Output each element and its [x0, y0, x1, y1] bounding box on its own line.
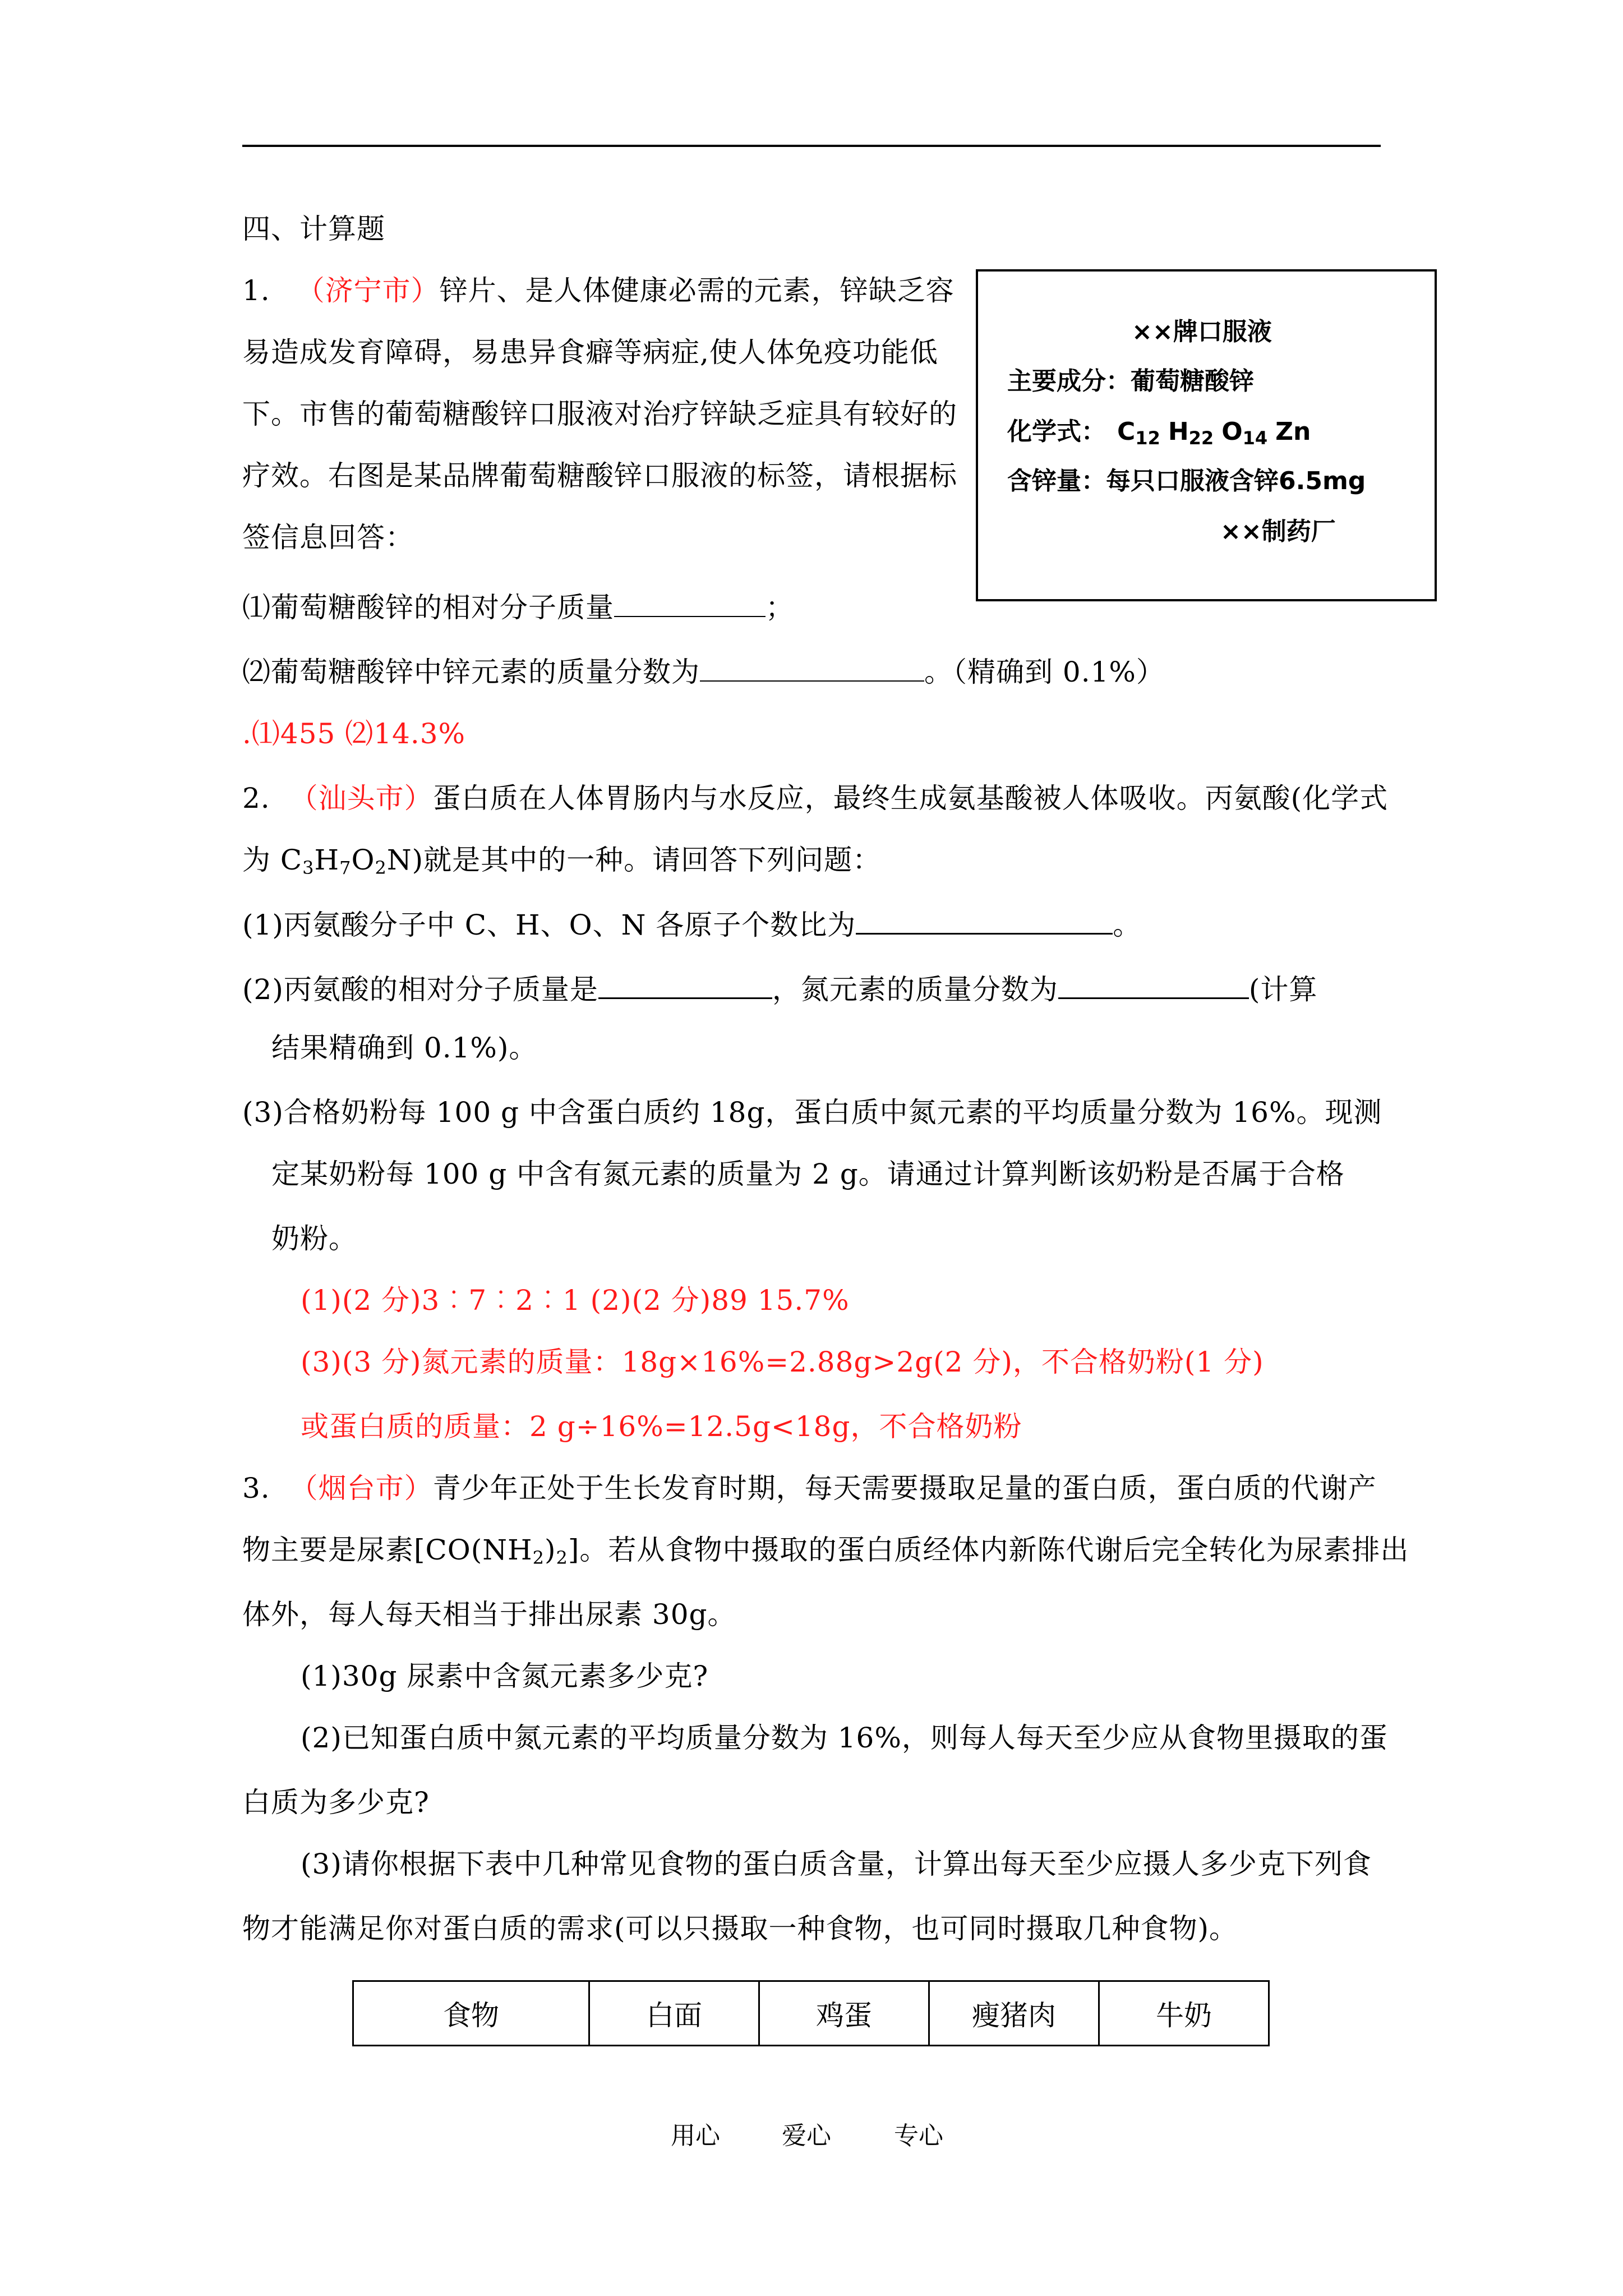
table-header-cell: 瘦猪肉	[929, 1981, 1099, 2046]
q1-text-1: 锌片、是人体健康必需的元素，锌缺乏容	[439, 274, 955, 307]
q1-part-1-end: ；	[766, 591, 794, 624]
q3-part-1: (1)30g 尿素中含氮元素多少克?	[301, 1660, 709, 1692]
q2-part-1-text: (1)丙氨酸分子中 C、H、O、N 各原子个数比为	[242, 909, 856, 941]
q3-line-2	[242, 1533, 1409, 1575]
sub-2: 2	[532, 1547, 545, 1568]
q2-line-2	[242, 843, 881, 885]
q2-answer-1: (1)(2 分)3︰7︰2︰1 (2)(2 分)89 15.7%	[301, 1284, 850, 1317]
q2-part-1	[242, 905, 1141, 942]
q3-part-3-line-1: (3)请你根据下表中几种常见食物的蛋白质含量，计算出每天至少应摄人多少克下列食	[301, 1848, 1372, 1880]
sub-7: 7	[339, 857, 352, 878]
formula-h-sub: 22	[1188, 427, 1214, 449]
q1-part-2-text: ⑵葡萄糖酸锌中锌元素的质量分数为	[242, 656, 700, 688]
formula-zn: Zn	[1275, 417, 1311, 446]
q3-part-2-line-1: (2)已知蛋白质中氮元素的平均质量分数为 16%，则每人每天至少应从食物里摄取的蛋	[301, 1722, 1388, 1754]
q1-part-2	[242, 652, 1165, 689]
q1-line-5: 签信息回答：	[242, 521, 414, 554]
formula-o-sub: 14	[1242, 427, 1268, 449]
q2-line-1	[242, 781, 1388, 815]
label-title: ××牌口服液	[1132, 318, 1272, 346]
answer-blank	[1058, 969, 1249, 999]
q1-line-2: 易造成发育障碍，易患异食癖等病症,使人体免疫功能低	[242, 336, 938, 369]
table-header-cell: 牛奶	[1099, 1981, 1269, 2046]
q2-part-3-line-2: 定某奶粉每 100 g 中含有氮元素的质量为 2 g。请通过计算判断该奶粉是否属于合格	[271, 1158, 1345, 1190]
q3-text-2c: ]。若从食物中摄取的蛋白质经体内新陈代谢后完全转化为尿素排出	[568, 1534, 1409, 1566]
footer-text-1: 用心	[671, 2122, 720, 2150]
label-ingredient: 主要成分：葡萄糖酸锌	[1007, 367, 1254, 395]
q1-part-1	[242, 588, 794, 624]
q1-number: 1.	[242, 274, 270, 307]
table-header-cell: 食物	[353, 1981, 589, 2046]
food-protein-table	[352, 1980, 1270, 2046]
q2-text-1: 蛋白质在人体胃肠内与水反应，最终生成氨基酸被人体吸收。丙氨酸(化学式	[432, 782, 1389, 815]
q2-text-2c: O	[351, 844, 375, 876]
q2-text-2b: H	[314, 844, 340, 876]
formula-c-sub: 12	[1135, 427, 1160, 449]
footer-text-2: 爱心	[782, 2122, 831, 2150]
q2-part-3-line-1: (3)合格奶粉每 100 g 中含蛋白质约 18g，蛋白质中氮元素的平均质量分数为 16%。现测	[242, 1096, 1382, 1129]
formula-h: H	[1168, 417, 1189, 446]
q2-part-2-line-2: 结果精确到 0.1%)。	[271, 1032, 538, 1064]
footer-text-3: 专心	[894, 2122, 943, 2150]
label-maker: ××制药厂	[1220, 517, 1336, 546]
label-zinc-content: 含锌量：每只口服液含锌6.5mg	[1007, 467, 1366, 495]
product-label-box	[976, 269, 1437, 601]
sub-2: 2	[556, 1547, 568, 1568]
q3-line-3: 体外，每人每天相当于排出尿素 30g。	[242, 1598, 736, 1631]
q2-text-2a: 为 C	[242, 844, 303, 876]
q2-part-3-line-3: 奶粉。	[271, 1222, 357, 1255]
table-row	[353, 1981, 1269, 2046]
q3-part-2-line-2: 白质为多少克?	[242, 1786, 430, 1819]
q1-part-1-text: ⑴葡萄糖酸锌的相对分子质量	[242, 591, 614, 624]
q1-line-3: 下。市售的葡萄糖酸锌口服液对治疗锌缺乏症具有较好的	[242, 398, 957, 430]
q1-answer: .⑴455 ⑵14.3%	[242, 717, 466, 750]
q3-number: 3.	[242, 1472, 270, 1504]
answer-blank	[700, 652, 924, 682]
q2-text-2d: N)就是其中的一种。请回答下列问题：	[386, 844, 882, 876]
q2-number: 2.	[242, 782, 270, 815]
q3-text-1: 青少年正处于生长发育时期，每天需要摄取足量的蛋白质，蛋白质的代谢产	[432, 1472, 1377, 1504]
q2-source: （汕头市）	[289, 782, 433, 815]
header-rule	[242, 145, 1381, 147]
q3-text-2b: )	[544, 1534, 556, 1566]
formula-c: C	[1117, 417, 1136, 446]
table-header-cell: 鸡蛋	[759, 1981, 929, 2046]
q1-part-2-end: 。（精确到 0.1%）	[924, 656, 1165, 688]
q2-part-2-text: (2)丙氨酸的相对分子质量是	[242, 973, 598, 1006]
answer-blank	[598, 969, 772, 999]
q2-part-1-end: 。	[1113, 909, 1142, 941]
q3-text-2a: 物主要是尿素[CO(NH	[242, 1534, 533, 1566]
q3-source: （烟台市）	[289, 1472, 433, 1504]
q1-source: （济宁市）	[296, 274, 440, 307]
section-title: 四、计算题	[242, 213, 385, 245]
sub-2: 2	[375, 857, 387, 878]
answer-blank	[614, 588, 766, 617]
q2-answer-2: (3)(3 分)氮元素的质量：18g×16%=2.88g>2g(2 分)，不合格奶粉(1 分)	[301, 1346, 1264, 1378]
sub-3: 3	[302, 857, 315, 878]
label-formula	[1007, 416, 1311, 454]
answer-blank	[856, 905, 1113, 935]
q3-line-1	[242, 1471, 1377, 1505]
q2-part-2-end: (计算	[1248, 973, 1318, 1006]
label-formula-prefix: 化学式：	[1007, 417, 1106, 446]
q2-answer-3: 或蛋白质的质量：2 g÷16%=12.5g<18g，不合格奶粉	[301, 1410, 1022, 1443]
formula-o: O	[1221, 417, 1243, 446]
table-header-cell: 白面	[589, 1981, 759, 2046]
q1-line-4: 疗效。右图是某品牌葡萄糖酸锌口服液的标签，请根据标	[242, 459, 957, 492]
q2-part-2	[242, 969, 1317, 1006]
q3-part-3-line-2: 物才能满足你对蛋白质的需求(可以只摄取一种食物，也可同时摄取几种食物)。	[242, 1912, 1238, 1945]
q1-line-1	[242, 274, 955, 307]
q2-part-2-mid: ，氮元素的质量分数为	[772, 973, 1058, 1006]
